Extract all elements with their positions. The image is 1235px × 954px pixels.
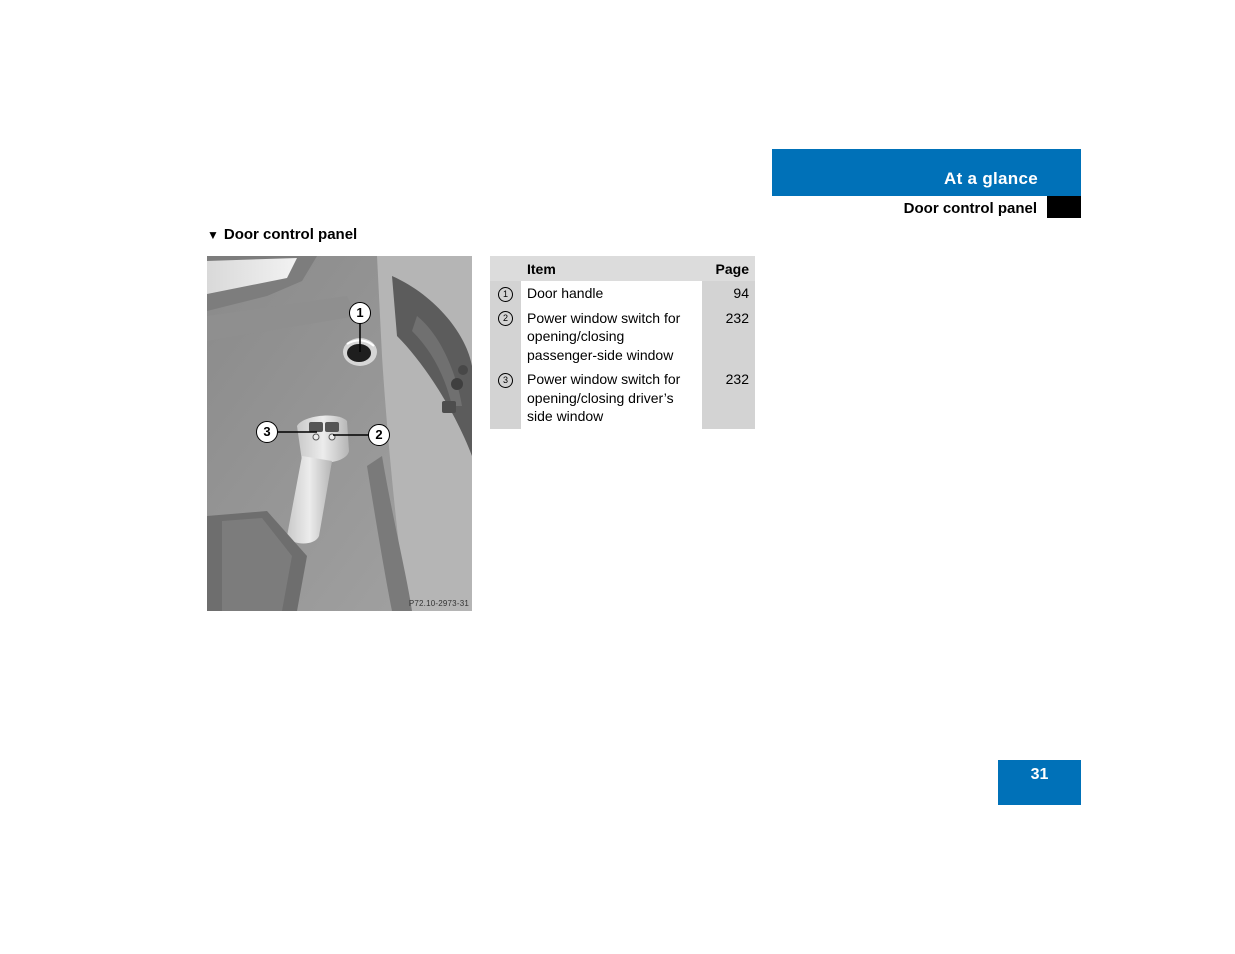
circled-number: 2 [498, 311, 513, 326]
row-number [490, 367, 521, 429]
page-number: 31 [1030, 766, 1049, 783]
row-number [490, 306, 521, 368]
table-row [490, 367, 755, 429]
header-item: Item [521, 256, 702, 281]
page-number-box [998, 760, 1081, 805]
row-page-link[interactable]: 232 [702, 306, 755, 368]
circled-number: 1 [498, 287, 513, 302]
circled-number: 3 [498, 373, 513, 388]
row-page-link[interactable]: 94 [702, 281, 755, 306]
table-row [490, 281, 755, 306]
row-description: Power window switch for opening/closing driver’s side window [521, 367, 702, 429]
door-panel-illustration [207, 256, 472, 611]
chapter-bar [772, 149, 1081, 196]
callout-2: 2 [368, 424, 390, 446]
row-description: Power window switch for opening/closing passenger-side window [521, 306, 702, 368]
item-table [490, 256, 755, 429]
callout-1: 1 [349, 302, 371, 324]
table-row [490, 306, 755, 368]
table-header-row [490, 256, 755, 281]
row-number [490, 281, 521, 306]
heading-title: Door control panel [223, 226, 358, 243]
triangle-down-icon: ▼ [207, 227, 219, 242]
header-number-cell [490, 256, 521, 281]
chapter-title: At a glance [944, 169, 1038, 188]
figure-code: P72.10-2973-31 [408, 599, 469, 608]
row-description: Door handle [521, 281, 702, 306]
header-page: Page [702, 256, 755, 281]
door-panel-drawing [207, 256, 472, 611]
row-page-link[interactable]: 232 [702, 367, 755, 429]
page-heading [207, 226, 357, 243]
section-marker-block [1047, 196, 1081, 218]
section-label: Door control panel [903, 200, 1037, 217]
callout-3: 3 [256, 421, 278, 443]
